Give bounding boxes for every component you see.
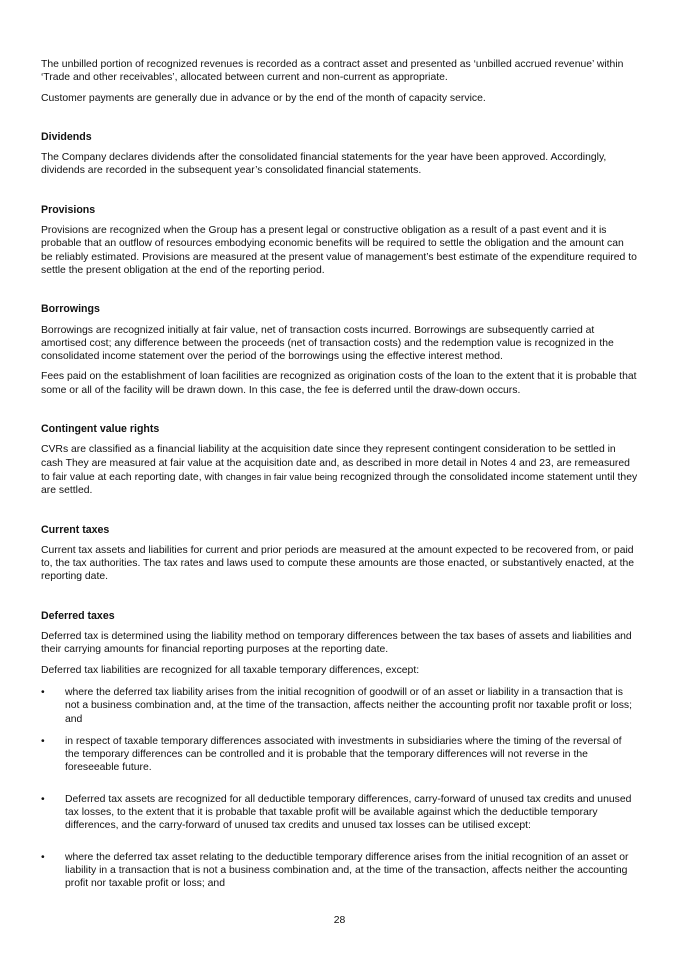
cvr-paragraph xyxy=(41,443,638,497)
borrowings-paragraph-1: Borrowings are recognized initially at fair value, net of transaction costs incurred. Borrowings are subsequently carried at amortised cost; any difference between the proceeds (net of transaction costs) and the redemption value is recognized in the consolidated income statement over the period of the borrowings using the effective interest method. xyxy=(41,324,614,363)
list-item xyxy=(41,686,638,726)
bullet-icon: • xyxy=(41,735,45,747)
document-page xyxy=(41,58,638,890)
bullet-icon: • xyxy=(41,793,45,805)
bullet-text: where the deferred tax asset relating to the deductible temporary difference arises from the initial recognition of an asset or liability in a transaction that is not a business combination and, at the time of the transaction, affects neither the accounting profit nor taxable profit or loss; and xyxy=(65,851,629,890)
provisions-paragraph: Provisions are recognized when the Group has a present legal or constructive obligation as a result of a past event and it is probable that an outflow of resources embodying economic benefits will be required to settle the obligation and the amount can be reliably estimated. Provisions are measured at the present value of management’s best estimate of the expenditure required to settle the present obligation at the end of the reporting period. xyxy=(41,225,637,276)
deferred-taxes-heading: Deferred taxes xyxy=(41,609,115,622)
borrowings-paragraph-2: Fees paid on the establishment of loan facilities are recognized as origination costs of the loan to the extent that it is probable that some or all of the facility will be drawn down. In this case, the fee is deferred until the draw-down occurs. xyxy=(41,371,637,396)
provisions-heading: Provisions xyxy=(41,203,96,216)
bullet-text: Deferred tax assets are recognized for all deductible temporary differences, carry-forward of unused tax credits and unused tax losses, to the extent that it is probable that taxable profit will be available against which the deductible temporary differences, and the carry-forward of unused tax credits and unused tax losses can be utilised except: xyxy=(65,793,632,832)
page-number: 28 xyxy=(333,915,346,926)
list-item xyxy=(41,851,638,891)
current-taxes-heading: Current taxes xyxy=(41,523,110,536)
current-taxes-paragraph: Current tax assets and liabilities for current and prior periods are measured at the amount expected to be recovered from, or paid to, the tax authorities. The tax rates and laws used to compute these amounts are those enacted, or substantively enacted, at the reporting date. xyxy=(41,544,635,583)
bullet-icon: • xyxy=(41,851,45,863)
cvr-heading: Contingent value rights xyxy=(41,423,160,436)
list-item xyxy=(41,735,638,775)
bullet-icon: • xyxy=(41,686,45,698)
cvr-text-small: changes in fair value being xyxy=(225,470,338,482)
cvr-text-a: CVRs are classified as a financial liability at the acquisition date since they represent contingent consideration to be settled in cash They are measured at fair value at the acquisition date and, as described in more detail in Notes 4 and 23, are remeasured to fair value at each reporting date, with xyxy=(41,444,630,483)
cvr-text-b: recognized through the consolidated income statement until they are settled. xyxy=(41,471,638,497)
dividends-heading: Dividends xyxy=(41,130,92,143)
intro-paragraph-1: The unbilled portion of recognized revenues is recorded as a contract asset and presented as ‘unbilled accrued revenue’ within ‘Trade and other receivables’, allocated between current and non-current as appropriate. xyxy=(41,59,624,84)
deferred-taxes-paragraph-2: Deferred tax liabilities are recognized for all taxable temporary differences, except: xyxy=(41,664,420,676)
dividends-paragraph: The Company declares dividends after the consolidated financial statements for the year have been approved. Accordingly, dividends are recorded in the subsequent year’s consolidated financial statements. xyxy=(41,152,607,177)
deferred-taxes-paragraph-1: Deferred tax is determined using the liability method on temporary differences between the tax bases of assets and liabilities and their carrying amounts for financial reporting purposes at the reporting date. xyxy=(41,631,632,656)
bullet-text: in respect of taxable temporary differences associated with investments in subsidiaries where the timing of the reversal of the temporary differences can be controlled and it is probable that the temporary differences will not reverse in the foreseeable future. xyxy=(65,735,622,774)
intro-paragraph-2: Customer payments are generally due in advance or by the end of the month of capacity service. xyxy=(41,92,486,104)
borrowings-heading: Borrowings xyxy=(41,303,100,316)
list-item xyxy=(41,793,638,833)
bullet-text: where the deferred tax liability arises from the initial recognition of goodwill or of an asset or liability in a transaction that is not a business combination and, at the time of the transaction, affects neither the accounting profit nor taxable profit or loss; and xyxy=(65,686,633,725)
